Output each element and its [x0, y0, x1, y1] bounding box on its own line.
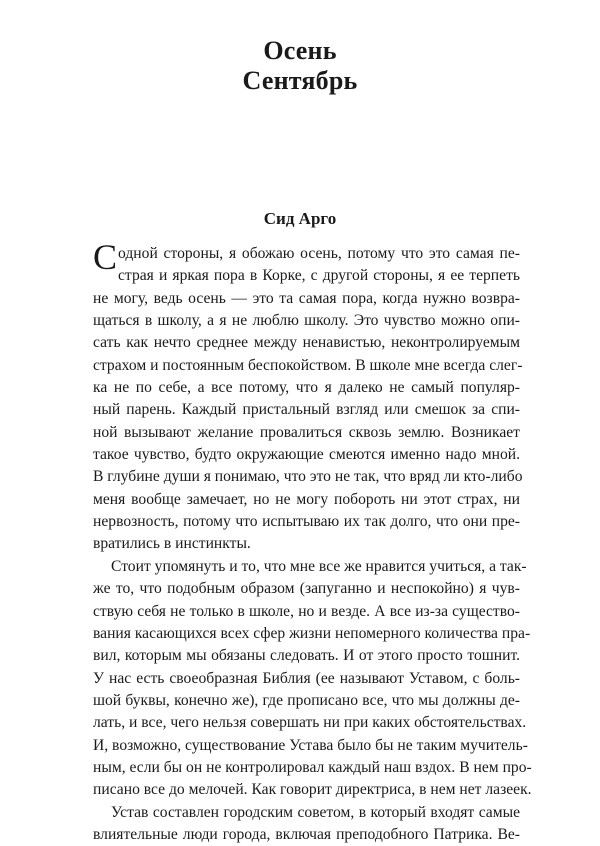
text-line: ствую себя не только в школе, но и везде. А все из-за существо- — [93, 602, 520, 620]
text-line: страя и яркая пора в Корке, с другой стороны, я ее терпеть — [118, 267, 520, 285]
text-line: Устав составлен городским советом, в который входят самые — [111, 803, 520, 821]
text-line: нервозность, потому что испытываю их так долго, что они пре- — [93, 513, 520, 531]
first-line-text: одной стороны, я обожаю осень, потому что это самая пе- — [118, 245, 520, 262]
text-line: ной вызывают желание провалиться сквозь землю. Возникает — [93, 423, 520, 441]
text-line: У нас есть своеобразная Библия (ее называют Уставом, с боль- — [93, 669, 520, 687]
text-line: вратились в инстинкты. — [93, 535, 251, 553]
section-author-name: Сид Арго — [263, 209, 337, 228]
text-line: Стоит упомянуть и то, что мне все же нравится учиться, а так- — [111, 557, 527, 575]
text-line: ным, если бы он не контролировал каждый наш вздох. В нем про- — [93, 758, 532, 776]
text-line: вания касающихся всех сфер жизни непомерного количества пра- — [93, 624, 531, 642]
text-line: щаться в школу, а я не люблю школу. Это чувство можно опи- — [93, 312, 520, 330]
paragraph — [93, 237, 523, 556]
text-line: вил, которым мы обязаны следовать. И от этого просто тошнит. — [93, 647, 520, 665]
chapter-month-title: Сентябрь — [242, 66, 358, 95]
text-line: же то, что подобным образом (запуганно и неспокойно) я чув- — [93, 580, 520, 598]
text-line: влиятельные люди города, включая преподобного Патрика. Ве- — [93, 825, 520, 843]
text-line: такое чувство, будто окружающие смеются именно надо мной. — [93, 446, 520, 464]
text-line: страхом и постоянным беспокойством. В школе мне всегда слег- — [93, 356, 523, 374]
paragraph — [93, 802, 520, 846]
chapter-heading — [0, 36, 600, 96]
text-line: ка не по себе, а все потому, что я далеко не самый популяр- — [93, 379, 520, 397]
text-line: писано все до мелочей. Как говорит директриса, в нем нет лазеек. — [93, 781, 532, 799]
text-line: шой буквы, конечно же), где прописано все, что мы должны де- — [93, 691, 520, 709]
drop-cap: С — [93, 237, 118, 277]
chapter-season-title: Осень — [263, 36, 337, 65]
text-line: меня вообще замечает, но не могу побороть ни этот страх, ни — [93, 490, 520, 508]
text-line: не могу, ведь осень — это та самая пора, когда нужно возвра- — [93, 289, 520, 307]
text-line: лать, и все, чего нельзя совершать ни при каких обстоятельствах. — [93, 714, 527, 732]
text-line: В глубине души я понимаю, что это не так, что вряд ли кто-либо — [93, 468, 523, 486]
paragraph — [93, 556, 532, 802]
text-line: сать как нечто среднее между ненавистью, неконтролируемым — [93, 334, 520, 352]
text-line: ный парень. Каждый пристальный взгляд или смешок за спи- — [93, 401, 520, 419]
body-text — [93, 237, 532, 846]
text-line: И, возможно, существование Устава было бы не таким мучитель- — [93, 736, 528, 754]
